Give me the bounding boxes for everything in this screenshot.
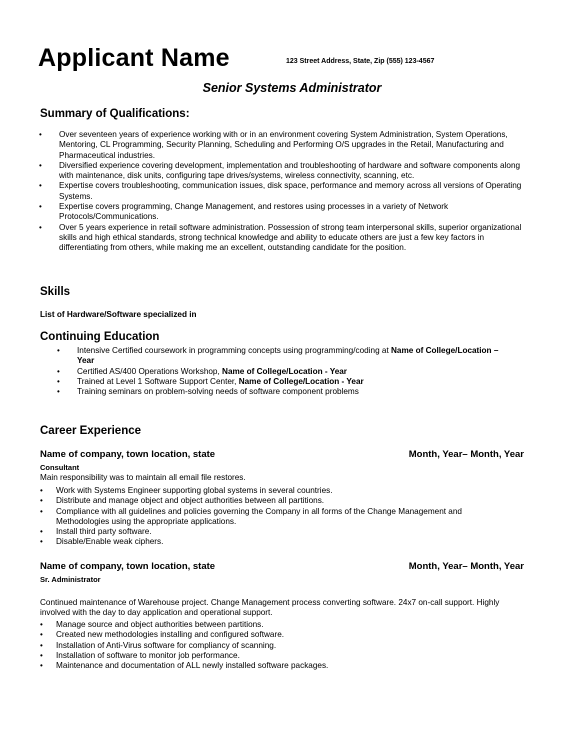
summary-heading: Summary of Qualifications: bbox=[40, 108, 190, 120]
job-duties-list bbox=[40, 486, 510, 548]
education-item bbox=[57, 367, 517, 377]
job-summary: Main responsibility was to maintain all email file restores. bbox=[40, 473, 246, 482]
education-heading: Continuing Education bbox=[40, 331, 160, 343]
education-item-college: Name of College/Location – Year bbox=[77, 346, 499, 366]
contact-address: 123 Street Address, State, Zip (555) 123-4567 bbox=[286, 58, 435, 65]
career-heading: Career Experience bbox=[40, 425, 142, 437]
education-item-text: Training seminars on problem-solving needs of software component problems bbox=[77, 387, 359, 397]
job-duty: • Compliance with all guidelines and policies governing the Company in all forms of the Change Management and Methodologies using the appropriate applications. bbox=[40, 507, 510, 528]
job-duty: • Manage source and object authorities between partitions. bbox=[40, 620, 510, 630]
skills-line: List of Hardware/Software specialized in bbox=[40, 310, 197, 319]
job-duty: • Installation of software to monitor job performance. bbox=[40, 651, 510, 661]
job-duty: • Created new methodologies installing and configured software. bbox=[40, 630, 510, 640]
job-duty: • Installation of Anti-Virus software for compliancy of scanning. bbox=[40, 641, 510, 651]
job-duty: • Work with Systems Engineer supporting global systems in several countries. bbox=[40, 486, 510, 496]
job-duty: • Disable/Enable weak ciphers. bbox=[40, 537, 510, 547]
job-header bbox=[40, 561, 524, 573]
job-role: Sr. Administrator bbox=[40, 575, 101, 584]
job-dates: Month, Year– Month, Year bbox=[408, 561, 524, 572]
job-dates: Month, Year– Month, Year bbox=[408, 449, 524, 460]
job-duty: • Distribute and manage object and object authorities between all partitions. bbox=[40, 496, 510, 506]
education-item bbox=[57, 377, 517, 387]
job-duty: • Install third party software. bbox=[40, 527, 510, 537]
job-summary: Continued maintenance of Warehouse project. Change Management process converting software. 24x7 on-call support. Highly involved with the day to day application and operational support. bbox=[40, 598, 500, 618]
job-header bbox=[40, 449, 524, 461]
education-item-text: Trained at Level 1 Software Support Center, bbox=[77, 376, 239, 386]
education-item bbox=[57, 387, 517, 397]
education-item bbox=[57, 346, 517, 367]
education-item-college: Name of College/Location - Year bbox=[222, 366, 347, 376]
job-duty: • Maintenance and documentation of ALL newly installed software packages. bbox=[40, 661, 510, 671]
summary-item: • Expertise covers troubleshooting, communication issues, disk space, performance and memory across all versions of Operating Systems. bbox=[39, 181, 529, 202]
applicant-name: Applicant Name bbox=[38, 44, 230, 72]
summary-item: • Diversified experience covering development, implementation and troubleshooting of hardware and software components along with maintenance, disk units, configuring tape drives/systems, wireless connectivity, scanning, etc. bbox=[39, 161, 529, 182]
job-duties-list bbox=[40, 620, 510, 671]
job-role: Consultant bbox=[40, 463, 80, 472]
job-company: Name of company, town location, state bbox=[40, 449, 216, 460]
summary-list bbox=[39, 130, 529, 254]
summary-item: • Expertise covers programming, Change Management, and restores using processes in a variety of Network Protocols/Communications. bbox=[39, 202, 529, 223]
summary-item: • Over seventeen years of experience working with or in an environment covering System Administration, System Operations, Mentoring, CL Programming, Security Planning, Scheduling and Performing O/S upgrades in the Retail, Manufacturing and Pharmaceutical industries. bbox=[39, 130, 529, 161]
job-company: Name of company, town location, state bbox=[40, 561, 216, 572]
education-list bbox=[57, 346, 517, 397]
education-item-text: Intensive Certified coursework in programming concepts using programming/coding at bbox=[77, 346, 392, 355]
job-title: Senior Systems Administrator bbox=[202, 81, 382, 95]
summary-item: • Over 5 years experience in retail software administration. Possession of strong team interpersonal skills, superior organizational skills and high ethical standards, strong technical knowledge and ability to educate others are just a few key factors in differentiating from others, while making me an excellent, outstanding candidate for the position. bbox=[39, 223, 529, 254]
education-item-text: Certified AS/400 Operations Workshop, bbox=[77, 366, 223, 376]
skills-heading: Skills bbox=[40, 286, 71, 298]
education-item-college: Name of College/Location - Year bbox=[238, 376, 364, 386]
resume-header bbox=[38, 44, 538, 72]
